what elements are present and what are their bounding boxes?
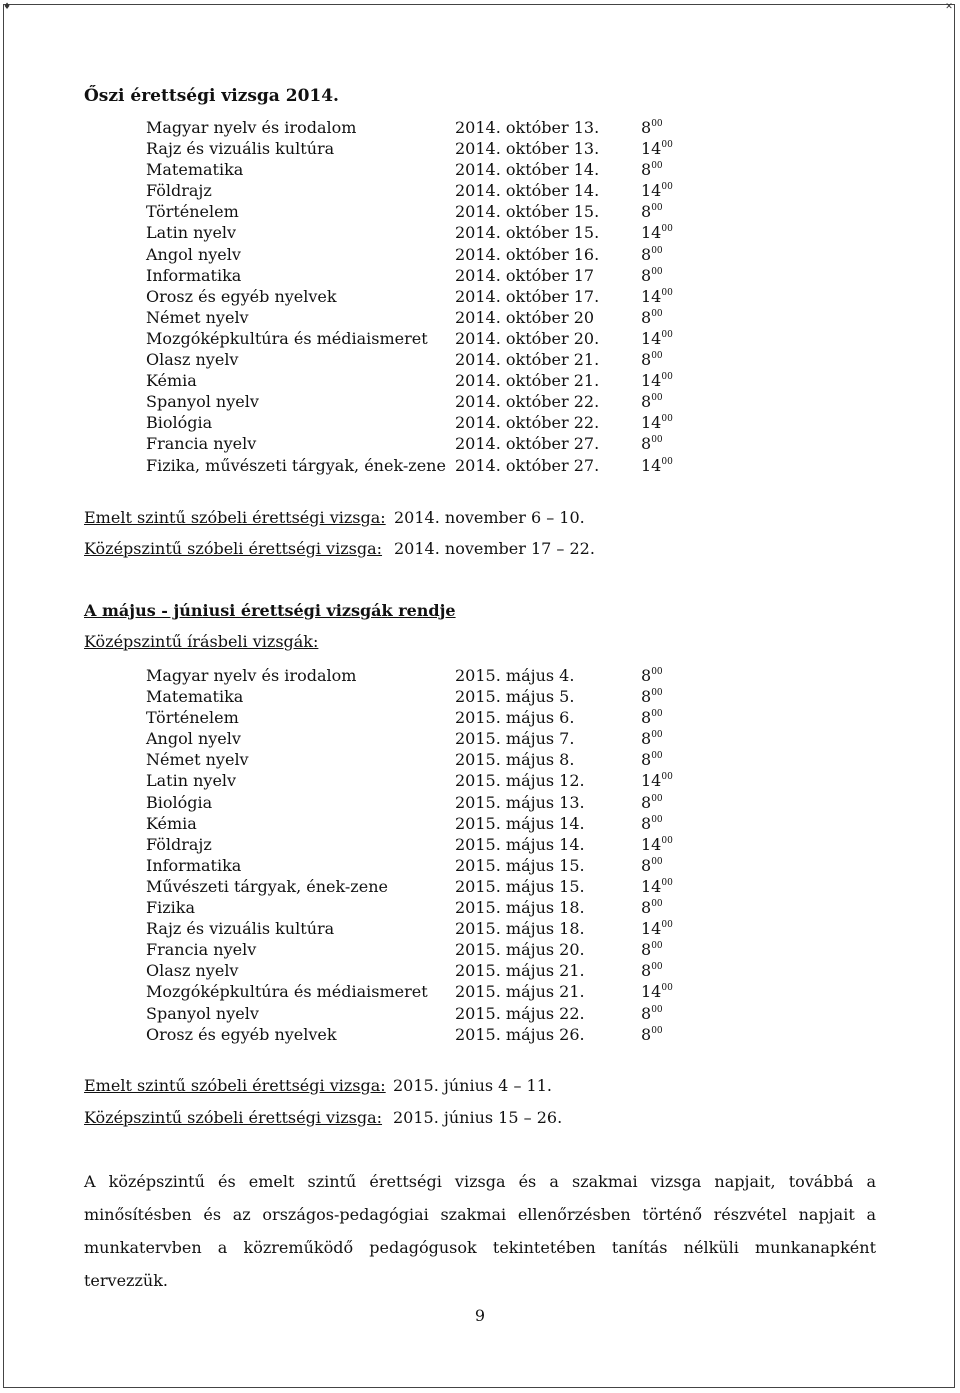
exam-minute: 00: [651, 266, 663, 277]
oral-date: 2015. június 15 – 26.: [393, 1108, 563, 1127]
exam-minute: 00: [651, 203, 663, 214]
exam-minute: 00: [651, 161, 663, 172]
exam-minute: 00: [651, 435, 663, 446]
exam-time: [641, 960, 663, 981]
exam-time: [641, 349, 663, 370]
exam-date: 2014. október 20.: [455, 328, 600, 348]
oral-label: Középszintű szóbeli érettségi vizsga:: [84, 1108, 383, 1127]
exam-time: [641, 792, 663, 813]
exam-time: [641, 328, 673, 349]
exam-hour: 14: [641, 982, 662, 1002]
exam-hour: 8: [641, 813, 652, 833]
exam-subject: Informatika: [146, 265, 242, 285]
exam-hour: 8: [641, 392, 652, 412]
autumn-oral-advanced: [84, 508, 585, 528]
exam-minute: 00: [661, 983, 673, 994]
section-subtitle: Középszintű írásbeli vizsgák:: [84, 632, 319, 651]
exam-minute: 00: [651, 793, 663, 804]
exam-subject: Orosz és egyéb nyelvek: [146, 286, 337, 306]
exam-hour: 8: [641, 202, 652, 222]
exam-date: 2015. május 15.: [455, 876, 585, 896]
exam-hour: 8: [641, 265, 652, 285]
exam-minute: 00: [661, 329, 673, 340]
exam-subject: Történelem: [146, 708, 239, 728]
exam-hour: 8: [641, 729, 652, 749]
exam-date: 2015. május 21.: [455, 961, 585, 981]
exam-time: [641, 834, 673, 855]
exam-subject: Kémia: [146, 371, 197, 391]
exam-time: [641, 665, 663, 686]
exam-subject: Mozgóképkultúra és médiaismeret: [146, 328, 428, 348]
exam-subject: Rajz és vizuális kultúra: [146, 139, 335, 159]
exam-minute: 00: [651, 814, 663, 825]
exam-minute: 00: [661, 920, 673, 931]
exam-subject: Földrajz: [146, 181, 212, 201]
oral-date: 2014. november 17 – 22.: [394, 539, 595, 558]
exam-subject: Francia nyelv: [146, 940, 257, 960]
exam-subject: Angol nyelv: [146, 729, 241, 749]
exam-date: 2015. május 12.: [455, 771, 585, 791]
exam-hour: 14: [641, 286, 662, 306]
exam-subject: Matematika: [146, 160, 244, 180]
exam-minute: 00: [651, 119, 663, 129]
exam-subject: Spanyol nyelv: [146, 1003, 259, 1023]
exam-time: [641, 855, 663, 876]
exam-subject: Olasz nyelv: [146, 961, 239, 981]
exam-date: 2015. május 8.: [455, 750, 575, 770]
exam-minute: 00: [661, 456, 673, 467]
exam-date: 2015. május 20.: [455, 940, 585, 960]
exam-minute: 00: [651, 962, 663, 973]
oral-date: 2015. június 4 – 11.: [393, 1076, 552, 1095]
exam-minute: 00: [661, 772, 673, 783]
exam-date: 2015. május 18.: [455, 919, 585, 939]
exam-date: 2014. október 21.: [455, 350, 600, 370]
exam-hour: 8: [641, 687, 652, 707]
exam-time: [641, 391, 663, 412]
exam-date: 2014. október 14.: [455, 181, 600, 201]
exam-subject: Fizika: [146, 898, 195, 918]
exam-date: 2014. október 27.: [455, 455, 600, 475]
exam-minute: 00: [661, 414, 673, 425]
exam-minute: 00: [651, 1004, 663, 1015]
close-icon[interactable]: ✕: [945, 2, 953, 12]
exam-time: [641, 286, 673, 307]
exam-hour: 14: [641, 413, 662, 433]
exam-date: 2014. október 17.: [455, 286, 600, 306]
exam-time: [641, 138, 673, 159]
exam-time: [641, 433, 663, 454]
exam-subject: Német nyelv: [146, 750, 249, 770]
exam-subject: Latin nyelv: [146, 771, 237, 791]
exam-hour: 8: [641, 708, 652, 728]
exam-minute: 00: [651, 308, 663, 319]
exam-minute: 00: [661, 372, 673, 383]
exam-time: [641, 813, 663, 834]
exam-hour: 14: [641, 919, 662, 939]
exam-date: 2015. május 18.: [455, 898, 585, 918]
page-number: 9: [474, 1306, 486, 1325]
exam-hour: 8: [641, 855, 652, 875]
exam-subject: Magyar nyelv és irodalom: [146, 666, 357, 685]
exam-time: [641, 707, 663, 728]
exam-hour: 8: [641, 961, 652, 981]
exam-date: 2014. október 13.: [455, 139, 600, 159]
exam-minute: 00: [651, 856, 663, 867]
exam-subject: Olasz nyelv: [146, 350, 239, 370]
exam-subject: Kémia: [146, 813, 197, 833]
exam-subject: Francia nyelv: [146, 434, 257, 454]
exam-subject: Biológia: [146, 792, 213, 812]
exam-time: [641, 201, 663, 222]
exam-hour: 8: [641, 898, 652, 918]
exam-time: [641, 686, 663, 707]
exam-time: [641, 117, 663, 138]
exam-time: [641, 1003, 663, 1024]
exam-date: 2014. október 22.: [455, 413, 600, 433]
exam-date: 2015. május 21.: [455, 982, 585, 1002]
exam-hour: 14: [641, 371, 662, 391]
exam-date: 2014. október 15.: [455, 202, 600, 222]
exam-date: 2014. október 27.: [455, 434, 600, 454]
autumn-oral-intermediate: [84, 539, 595, 559]
exam-minute: 00: [651, 709, 663, 720]
exam-subject: Latin nyelv: [146, 223, 237, 243]
exam-minute: 00: [651, 899, 663, 910]
exam-date: 2015. május 22.: [455, 1003, 585, 1023]
exam-minute: 00: [661, 182, 673, 193]
exam-hour: 8: [641, 792, 652, 812]
exam-subject: Spanyol nyelv: [146, 392, 259, 412]
exam-subject: Rajz és vizuális kultúra: [146, 919, 335, 939]
exam-hour: 8: [641, 244, 652, 264]
exam-subject: Informatika: [146, 855, 242, 875]
exam-time: [641, 876, 673, 897]
exam-time: [641, 412, 673, 433]
exam-subject: Német nyelv: [146, 307, 249, 327]
exam-minute: 00: [651, 393, 663, 404]
exam-time: [641, 244, 663, 265]
exam-subject: Matematika: [146, 687, 244, 707]
exam-time: [641, 918, 673, 939]
exam-minute: 00: [651, 1025, 663, 1036]
exam-hour: 14: [641, 328, 662, 348]
exam-minute: 00: [651, 730, 663, 741]
exam-date: 2014. október 20: [455, 307, 595, 327]
exam-date: 2015. május 14.: [455, 813, 585, 833]
exam-hour: 14: [641, 139, 662, 159]
exam-hour: 8: [641, 666, 652, 685]
exam-hour: 8: [641, 434, 652, 454]
exam-hour: 14: [641, 771, 662, 791]
exam-date: 2015. május 26.: [455, 1024, 585, 1044]
exam-time: [641, 770, 673, 791]
exam-subject: Művészeti tárgyak, ének-zene: [146, 876, 388, 896]
oral-label: Emelt szintű szóbeli érettségi vizsga:: [84, 508, 386, 527]
exam-date: 2014. október 17: [455, 265, 595, 285]
exam-date: 2014. október 14.: [455, 160, 600, 180]
exam-date: 2015. május 15.: [455, 855, 585, 875]
exam-time: [641, 981, 673, 1002]
exam-time: [641, 897, 663, 918]
exam-minute: 00: [651, 667, 663, 677]
exam-date: 2014. október 13.: [455, 118, 600, 137]
exam-minute: 00: [651, 941, 663, 952]
exam-subject: Angol nyelv: [146, 244, 241, 264]
exam-date: 2015. május 7.: [455, 729, 575, 749]
exam-date: 2015. május 4.: [455, 666, 575, 685]
exam-time: [641, 939, 663, 960]
exam-time: [641, 749, 663, 770]
exam-date: 2015. május 5.: [455, 687, 575, 707]
pin-icon: ♦: [2, 2, 12, 12]
section-title: A május - júniusi érettségi vizsgák rendje: [84, 601, 456, 620]
exam-hour: 8: [641, 118, 652, 137]
exam-time: [641, 728, 663, 749]
oral-label: Középszintű szóbeli érettségi vizsga:: [84, 539, 383, 558]
exam-hour: 14: [641, 876, 662, 896]
exam-time: [641, 1024, 663, 1045]
exam-time: [641, 265, 663, 286]
exam-subject: Magyar nyelv és irodalom: [146, 118, 357, 137]
exam-hour: 8: [641, 750, 652, 770]
exam-hour: 14: [641, 223, 662, 243]
exam-time: [641, 307, 663, 328]
exam-subject: Történelem: [146, 202, 239, 222]
exam-subject: Mozgóképkultúra és médiaismeret: [146, 982, 428, 1002]
exam-subject: Orosz és egyéb nyelvek: [146, 1024, 337, 1044]
oral-date: 2014. november 6 – 10.: [394, 508, 585, 527]
exam-hour: 14: [641, 834, 662, 854]
exam-date: 2015. május 6.: [455, 708, 575, 728]
exam-hour: 8: [641, 160, 652, 180]
exam-minute: 00: [651, 245, 663, 256]
exam-minute: 00: [661, 287, 673, 298]
exam-date: 2015. május 13.: [455, 792, 585, 812]
exam-minute: 00: [661, 877, 673, 888]
exam-date: 2015. május 14.: [455, 834, 585, 854]
exam-date: 2014. október 22.: [455, 392, 600, 412]
exam-time: [641, 370, 673, 391]
spring-oral-intermediate: [84, 1108, 563, 1128]
exam-minute: 00: [661, 140, 673, 151]
exam-subject: Fizika, művészeti tárgyak, ének-zene: [146, 455, 446, 475]
oral-label: Emelt szintű szóbeli érettségi vizsga:: [84, 1076, 386, 1095]
exam-minute: 00: [661, 224, 673, 235]
exam-time: [641, 222, 673, 243]
exam-subject: Biológia: [146, 413, 213, 433]
exam-minute: 00: [651, 688, 663, 699]
exam-hour: 8: [641, 1003, 652, 1023]
exam-minute: 00: [661, 835, 673, 846]
exam-date: 2014. október 21.: [455, 371, 600, 391]
exam-time: [641, 159, 663, 180]
exam-hour: 14: [641, 455, 662, 475]
exam-time: [641, 180, 673, 201]
exam-time: [641, 455, 673, 476]
exam-hour: 14: [641, 181, 662, 201]
closing-paragraph: A középszintű és emelt szintű érettségi vizsga és a szakmai vizsga napjait, továbbá a minősítésben és az országos-pedagógiai szakmai ellenőrzésben történő részvétel napjait a munkatervben a közreműködő pedagógusok tekintetében tanítás nélküli munkanapként tervezzük.: [84, 1172, 876, 1290]
exam-minute: 00: [651, 751, 663, 762]
exam-hour: 8: [641, 940, 652, 960]
exam-date: 2014. október 16.: [455, 244, 600, 264]
exam-hour: 8: [641, 307, 652, 327]
exam-hour: 8: [641, 350, 652, 370]
spring-oral-advanced: [84, 1076, 552, 1096]
exam-hour: 8: [641, 1024, 652, 1044]
exam-subject: Földrajz: [146, 834, 212, 854]
exam-minute: 00: [651, 351, 663, 362]
page-title: Őszi érettségi vizsga 2014.: [84, 86, 339, 106]
exam-date: 2014. október 15.: [455, 223, 600, 243]
